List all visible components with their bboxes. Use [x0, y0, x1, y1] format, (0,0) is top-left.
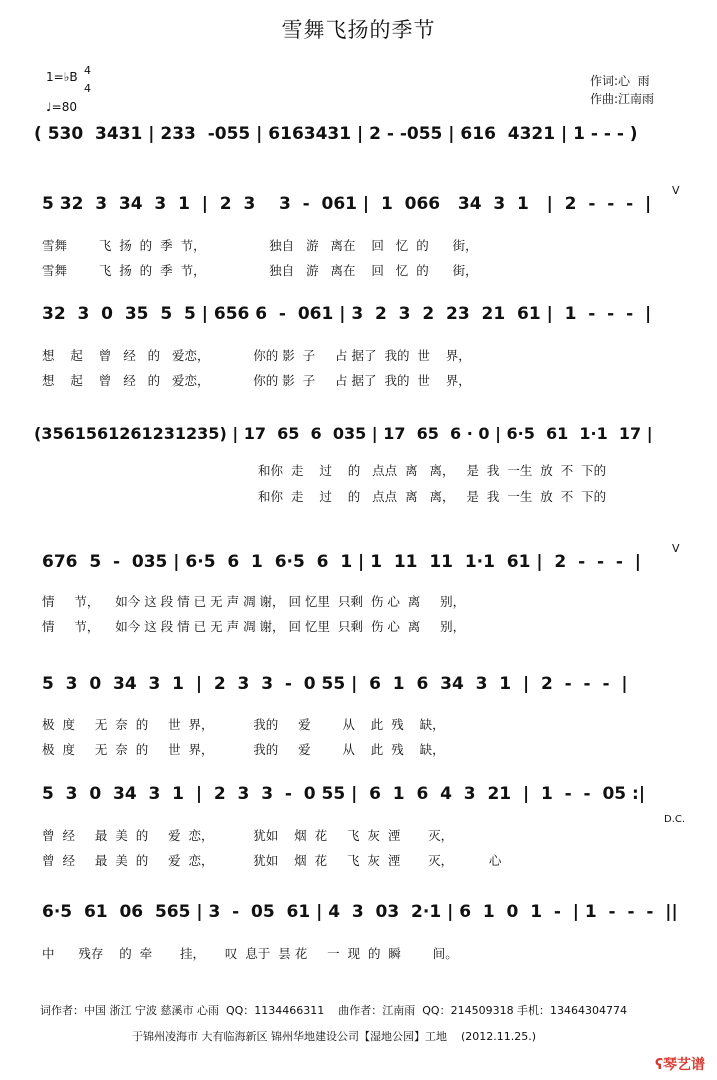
lyricist-credit: 作词:心 雨 — [590, 74, 650, 88]
key-signature: 1=♭B — [46, 70, 78, 84]
score-row-1: 5 32 3 34 3 1 | 2 3 3 - 061 | 1 066 34 3 1 | 2 - - - | — [42, 194, 652, 214]
lyric-line: 想 起 曾 经 的 爱恋， 你的 影 子 占 据了 我的 世 界， — [42, 373, 471, 388]
dc-mark: D.C. — [664, 814, 686, 825]
time-signature-top: 4 — [84, 64, 91, 77]
lyric-line: 和你 走 过 的 点点 离 离， 是 我 一生 放 不 下的 — [258, 489, 607, 504]
lyric-line: 极 度 无 奈 的 世 界， 我的 爱 从 此 残 缺， — [42, 742, 445, 757]
score-row-4: 676 5 - 035 | 6·5 6 1 6·5 6 1 | 1 11 11 1·1 61 | 2 - - - | — [42, 552, 641, 572]
lyric-line: 雪舞 飞 扬 的 季 节， 独自 游 离在 回 忆 的 街， — [42, 238, 478, 253]
logo-icon: ʕ — [654, 1057, 663, 1073]
lyric-line: 想 起 曾 经 的 爱恋， 你的 影 子 占 据了 我的 世 界， — [42, 348, 471, 363]
lyric-line: 曾 经 最 美 的 爱 恋， 犹如 烟 花 飞 灰 湮 灭， — [42, 828, 454, 843]
score-row-7: 6·5 61 06 565 | 3 - 05 61 | 4 3 03 2·1 | 6 1 0 1 - | 1 - - - || — [42, 902, 678, 922]
location-info: 于锦州凌海市 大有临海新区 锦州华地建设公司【湿地公园】工地 (2012.11.25.) — [132, 1030, 537, 1043]
lyric-line: 情 节， 如今 这 段 情 已 无 声 凋 谢， 回 忆里 只剩 伤 心 离 别， — [42, 594, 466, 609]
score-row-3: (3561561261231235) | 17 65 6 035 | 17 65 6 · 0 | 6·5 61 1·1 17 | — [34, 424, 653, 443]
lyric-line: 曾 经 最 美 的 爱 恋， 犹如 烟 花 飞 灰 湮 灭， 心 — [42, 853, 502, 868]
composer-credit: 作曲:江南雨 — [590, 92, 655, 106]
author-info: 词作者：中国 浙江 宁波 慈溪市 心雨 QQ：1134466311 曲作者：江南雨 QQ：214509318 手机：13464304774 — [40, 1004, 628, 1017]
lyric-line: 情 节， 如今 这 段 情 已 无 声 凋 谢， 回 忆里 只剩 伤 心 离 别， — [42, 619, 466, 634]
score-row-5: 5 3 0 34 3 1 | 2 3 3 - 0 55 | 6 1 6 34 3 1 | 2 - - - | — [42, 674, 628, 694]
lyric-line: 极 度 无 奈 的 世 界， 我的 爱 从 此 残 缺， — [42, 717, 445, 732]
score-row-2: 32 3 0 35 5 5 | 656 6 - 061 | 3 2 3 2 23 21 61 | 1 - - - | — [42, 304, 652, 324]
lyric-line: 中 残存 的 牵 挂， 叹 息于 昙 花 一 现 的 瞬 间。 — [42, 946, 458, 961]
time-signature-bottom: 4 — [84, 82, 91, 95]
lyric-line: 和你 走 过 的 点点 离 离， 是 我 一生 放 不 下的 — [258, 463, 607, 478]
site-logo: ʕ琴艺谱 — [654, 1057, 705, 1073]
lyric-line: 雪舞 飞 扬 的 季 节， 独自 游 离在 回 忆 的 街， — [42, 263, 478, 278]
score-row-intro: ( 530 3431 | 233 -055 | 6163431 | 2 - -055 | 616 4321 | 1 - - - ) — [34, 124, 638, 144]
song-title: 雪舞飞扬的季节 — [281, 18, 436, 42]
score-row-6: 5 3 0 34 3 1 | 2 3 3 - 0 55 | 6 1 6 4 3 21 | 1 - - 05 :| — [42, 784, 646, 804]
tempo-marking: ♩=80 — [46, 100, 77, 114]
breath-mark: V — [672, 184, 680, 197]
breath-mark: V — [672, 542, 680, 555]
